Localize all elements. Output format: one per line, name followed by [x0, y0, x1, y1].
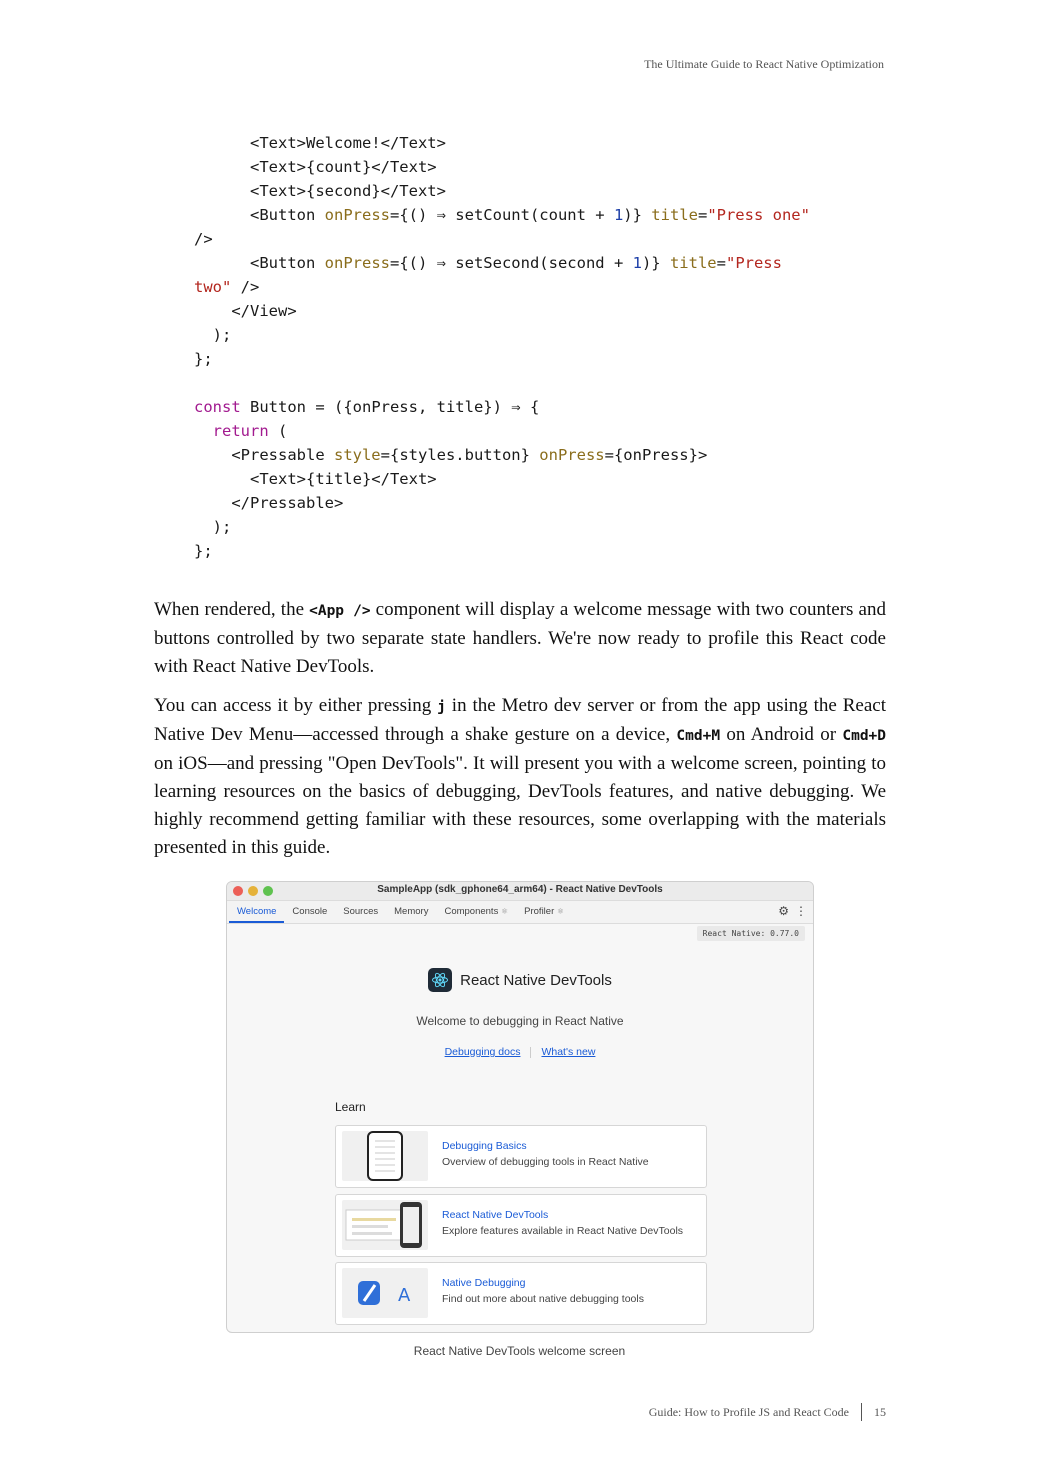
code-token: <Pressable [194, 446, 334, 464]
code-token: style [333, 446, 381, 464]
code-token: const [194, 398, 241, 416]
inline-code: <App /> [309, 603, 371, 619]
code-token: )} [623, 206, 652, 224]
devtools-screenshot [226, 881, 814, 1333]
react-logo-icon [428, 968, 452, 992]
card-title: Debugging Basics [442, 1140, 527, 1152]
code-token: <Text>Welcome!</Text> [194, 134, 446, 152]
code-token: = [697, 206, 708, 224]
code-token: onPress [324, 206, 390, 224]
code-token: 1 [613, 206, 624, 224]
card-description: Find out more about native debugging tools [442, 1293, 644, 1305]
app-header [227, 968, 813, 992]
app-name: React Native DevTools [460, 971, 612, 989]
code-line [194, 467, 894, 491]
learn-heading: Learn [335, 1100, 366, 1114]
code-token: <Text>{title}</Text> [194, 470, 437, 488]
code-token: title [651, 206, 698, 224]
doc-links [227, 1046, 813, 1058]
code-token: /> [231, 278, 260, 296]
window-titlebar [227, 882, 813, 901]
card-native-debugging[interactable] [335, 1262, 707, 1325]
inline-code: j [437, 699, 446, 715]
card-description: Overview of debugging tools in React Native [442, 1156, 649, 1168]
text-span: When rendered, the [154, 599, 310, 620]
code-token: ={styles.button} [380, 446, 540, 464]
code-line [194, 347, 894, 371]
code-token: <Text>{count}</Text> [194, 158, 437, 176]
tab-console[interactable]: Console [292, 906, 328, 917]
paragraph-rendered [154, 596, 886, 681]
text-span: You can access it by either pressing [154, 695, 438, 716]
code-token: ); [194, 518, 232, 536]
code-line [194, 443, 894, 467]
tab-sources[interactable]: Sources [343, 906, 379, 917]
text-span: on Android or [720, 724, 843, 745]
devtools-thumbnail-icon [342, 1200, 428, 1250]
tab-components[interactable] [436, 901, 516, 923]
code-line [194, 491, 894, 515]
extension-icon: ⚛ [500, 907, 509, 916]
more-menu-icon[interactable]: ⋮ [795, 904, 807, 918]
text-span: in the Metro dev server or from the app using the React Native Dev Menu—accessed through a shake gesture on a device, [154, 695, 887, 745]
code-block [194, 131, 894, 563]
code-line [194, 539, 894, 563]
code-token: </Pressable> [194, 494, 344, 512]
paragraph-access [154, 692, 886, 862]
code-line [194, 155, 894, 179]
code-line [194, 515, 894, 539]
text-span: component will display a welcome message with two counters and buttons controlled by two separate state handlers. We're now ready to profile this React code with React Native DevTools. [154, 599, 886, 677]
code-token: }; [194, 542, 213, 560]
code-token: 1 [632, 254, 642, 272]
code-line [194, 179, 894, 203]
tab-label: Components [444, 906, 499, 917]
devtools-tabs [227, 901, 813, 924]
inline-code: Cmd+M [676, 728, 721, 744]
code-token: /> [194, 230, 213, 248]
code-token: )} [641, 254, 670, 272]
code-line [194, 419, 894, 443]
code-token: ( [268, 422, 288, 440]
code-line [194, 275, 894, 299]
tab-label: Profiler [524, 906, 555, 917]
tab-welcome[interactable]: Welcome [229, 901, 284, 923]
svg-text:A: A [398, 1285, 411, 1306]
code-line [194, 131, 894, 155]
code-line [194, 251, 894, 275]
footer-divider [861, 1403, 862, 1421]
code-token: two" [194, 278, 232, 296]
footer-chapter: Guide: How to Profile JS and React Code [648, 1404, 849, 1419]
settings-gear-icon[interactable]: ⚙ [778, 904, 789, 918]
card-debugging-basics[interactable] [335, 1125, 707, 1188]
card-description: Explore features available in React Native DevTools [442, 1225, 684, 1237]
tab-memory[interactable]: Memory [394, 906, 429, 917]
code-token: title [669, 254, 717, 272]
version-badge: React Native: 0.77.0 [697, 926, 805, 941]
code-token: <Button [194, 206, 325, 224]
link-divider [530, 1047, 531, 1058]
code-token: </View> [194, 302, 297, 320]
code-token [194, 422, 213, 440]
code-token: return [212, 422, 269, 440]
page-footer [649, 1403, 886, 1421]
xcode-thumbnail-icon [342, 1268, 428, 1318]
tab-tools [772, 904, 807, 918]
code-line [194, 203, 894, 227]
code-token: onPress [539, 446, 605, 464]
card-title: Native Debugging [442, 1277, 526, 1289]
welcome-text: Welcome to debugging in React Native [416, 1014, 624, 1028]
debugging-docs-link[interactable]: Debugging docs [444, 1046, 521, 1058]
code-token: = [716, 254, 726, 272]
figure-caption: React Native DevTools welcome screen [413, 1344, 626, 1358]
inline-code: Cmd+D [842, 728, 887, 744]
extension-icon: ⚛ [556, 907, 565, 916]
running-head: The Ultimate Guide to React Native Optimization [644, 57, 884, 71]
code-token: <Button [194, 254, 325, 272]
code-line [194, 299, 894, 323]
code-line [194, 227, 894, 251]
code-line [194, 323, 894, 347]
card-title: React Native DevTools [442, 1209, 549, 1221]
code-token: "Press one" [707, 206, 810, 224]
window-title: SampleApp (sdk_gphone64_arm64) - React Native DevTools [377, 884, 663, 895]
code-token: ); [194, 326, 232, 344]
tab-profiler[interactable] [516, 901, 572, 923]
code-line [194, 395, 894, 419]
code-token: onPress [324, 254, 390, 272]
code-token: Button = ({onPress, title}) ⇒ { [240, 398, 540, 416]
phone-thumbnail-icon [342, 1131, 428, 1181]
code-token: ={() ⇒ setSecond(second + [389, 254, 633, 272]
code-token: "Press [725, 254, 782, 272]
code-line [194, 371, 894, 395]
code-token: <Text>{second}</Text> [194, 182, 446, 200]
text-span: on iOS—and pressing "Open DevTools". It will present you with a welcome screen, pointing to learning resources on the basics of debugging, DevTools features, and native debugging. We highly recommend getting familiar with these resources, some overlapping with the materials presented in this guide. [154, 753, 886, 858]
code-token: }; [194, 350, 213, 368]
code-token: ={onPress}> [604, 446, 708, 464]
code-token: ={() ⇒ setCount(count + [389, 206, 614, 224]
whats-new-link[interactable]: What's new [541, 1046, 596, 1058]
page-number: 15 [874, 1404, 886, 1419]
card-react-native-devtools[interactable] [335, 1194, 707, 1257]
